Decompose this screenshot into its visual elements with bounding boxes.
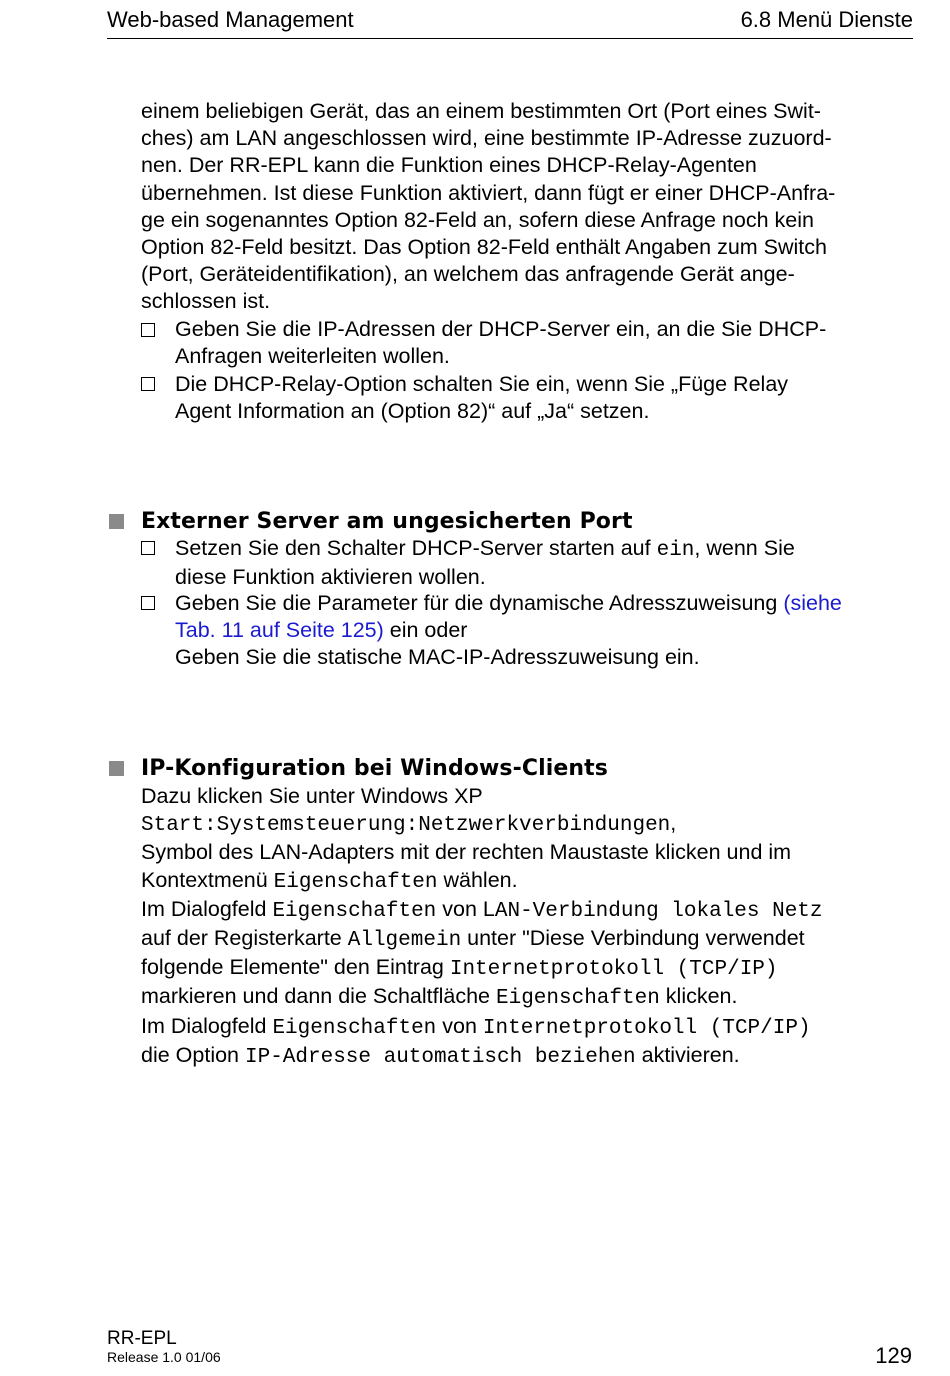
text-line: diese Funktion aktivieren wollen.	[175, 565, 486, 590]
text-line: (Port, Geräteidentifikation), an welchem das anfragende Gerät ange-	[141, 262, 795, 287]
text-line: Dazu klicken Sie unter Windows XP	[141, 784, 483, 808]
text-line: Geben Sie die IP-Adressen der DHCP-Server ein, an die Sie DHCP-	[175, 317, 827, 341]
text-span: die Option	[141, 1042, 245, 1067]
text-span: , wenn Sie	[694, 536, 795, 560]
page-header	[107, 6, 913, 39]
section-body	[141, 783, 921, 1071]
text-line: Option 82-Feld besitzt. Das Option 82-Feld enthält Angaben zum Switch	[141, 235, 827, 260]
text-span: Im Dialogfeld	[141, 1013, 273, 1038]
step-item	[175, 535, 920, 591]
text-span: von L	[436, 896, 495, 921]
step-item	[175, 371, 920, 425]
text-span: wählen.	[437, 867, 518, 892]
text-span: Im Dialogfeld	[141, 896, 273, 921]
code-value: Internetprotokoll (TCP/IP)	[482, 1016, 811, 1040]
text-span: Kontextmenü	[141, 867, 274, 892]
text-span: Geben Sie die Parameter für die dynamische Adresszuweisung	[175, 591, 784, 615]
text-span: ,	[670, 811, 677, 836]
code-value: ein	[656, 539, 695, 562]
text-span: folgende Elemente" den Eintrag	[141, 955, 450, 980]
text-span: ein oder	[383, 618, 468, 643]
footer-release: Release 1.0 01/06	[107, 1349, 221, 1365]
text-line: Anfragen weiterleiten wollen.	[175, 344, 450, 369]
text-span: Setzen Sie den Schalter DHCP-Server starten auf	[175, 536, 657, 560]
step-checkbox-icon	[141, 596, 155, 610]
text-line: ches) am LAN angeschlossen wird, eine bestimmte IP-Adresse zuzuord-	[141, 126, 832, 151]
code-value: Allgemein	[347, 929, 462, 953]
step-checkbox-icon	[141, 541, 155, 555]
text-line: ge ein sogenanntes Option 82-Feld an, sofern diese Anfrage noch kein	[141, 207, 814, 232]
page-number: 129	[875, 1343, 912, 1368]
footer-product: RR-EPL	[107, 1328, 177, 1349]
code-value: Eigenschaften	[272, 1016, 437, 1040]
intro-paragraph	[141, 98, 921, 316]
text-line: Geben Sie die statische MAC-IP-Adresszuweisung ein.	[175, 645, 700, 670]
code-value: Start:Systemsteuerung:Netzwerkverbindungen	[141, 814, 671, 838]
code-value: AN-Verbindung lokales Netz	[494, 899, 823, 923]
text-line: übernehmen. Ist diese Funktion aktiviert, dann fügt er einer DHCP-Anfra-	[141, 180, 836, 205]
table-reference-link[interactable]: (siehe	[783, 591, 842, 615]
text-span: unter "Diese Verbindung verwendet	[461, 926, 805, 951]
section-title: IP-Konfiguration bei Windows-Clients	[141, 756, 608, 781]
table-reference-link[interactable]: Tab. 11 auf Seite 125)	[175, 618, 384, 643]
text-line: nen. Der RR-EPL kann die Funktion eines DHCP-Relay-Agenten	[141, 153, 757, 178]
header-title: Web-based Management	[107, 7, 354, 32]
step-checkbox-icon	[141, 323, 155, 337]
text-span: aktivieren.	[635, 1042, 740, 1067]
text-span: klicken.	[659, 984, 738, 1009]
step-item	[175, 316, 920, 370]
text-line: schlossen ist.	[141, 289, 271, 314]
text-line: Symbol des LAN-Adapters mit der rechten Maustaste klicken und im	[141, 840, 792, 865]
text-span: auf der Registerkarte	[141, 926, 348, 951]
code-value: Eigenschaften	[495, 987, 660, 1011]
step-item	[175, 590, 920, 672]
code-value: Eigenschaften	[273, 870, 438, 894]
code-value: Eigenschaften	[272, 899, 437, 923]
section-marker-icon	[109, 761, 124, 776]
text-span: markieren und dann die Schaltfläche	[141, 984, 496, 1009]
text-span: von	[436, 1013, 483, 1038]
step-checkbox-icon	[141, 377, 155, 391]
section-marker-icon	[109, 514, 124, 529]
text-line: Agent Information an (Option 82)“ auf „Ja“ setzen.	[175, 399, 650, 424]
text-line: einem beliebigen Gerät, das an einem bestimmten Ort (Port eines Swit-	[141, 99, 821, 123]
header-chapter: 6.8 Menü Dienste	[740, 7, 913, 32]
section-title: Externer Server am ungesicherten Port	[141, 509, 633, 534]
code-value: IP-Adresse automatisch beziehen	[244, 1045, 636, 1069]
code-value: Internetprotokoll (TCP/IP)	[449, 958, 778, 982]
text-line: Die DHCP-Relay-Option schalten Sie ein, wenn Sie „Füge Relay	[175, 372, 789, 396]
